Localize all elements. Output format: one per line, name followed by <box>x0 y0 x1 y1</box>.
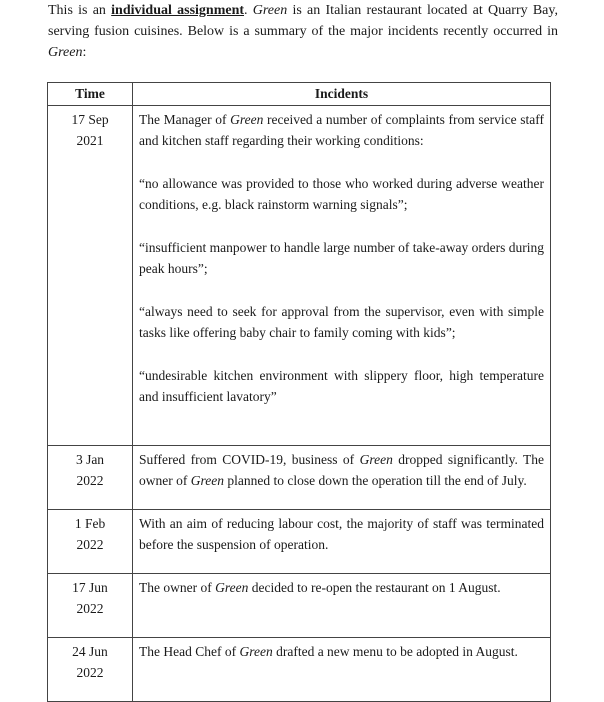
restaurant-name: Green <box>190 473 224 488</box>
incident-text: received a number of complaints from service staff and kitchen staff regarding their working conditions: <box>139 112 544 148</box>
date-cell <box>48 510 133 574</box>
date-cell <box>48 638 133 702</box>
complaint-quote: “no allowance was provided to those who worked during adverse weather conditions, e.g. black rainstorm warning signals”; <box>139 176 544 212</box>
intro-paragraph <box>48 0 558 63</box>
assignment-type-emphasis: individual assignment <box>111 3 245 18</box>
intro-text <box>48 0 558 63</box>
incident-text: The Head Chef of <box>139 644 240 659</box>
intro-body: is an Italian restaurant located at Quarry Bay, serving fusion cuisines. Below is a summary of the major incidents recently occurred in <box>48 3 558 39</box>
date-day-month: 3 Jan <box>75 452 105 467</box>
complaint-quote: “insufficient manpower to handle large number of take-away orders during peak hours”; <box>139 240 544 276</box>
incident-paragraph <box>139 109 544 151</box>
restaurant-name: Green <box>252 3 288 18</box>
table-row <box>48 510 551 574</box>
table-row <box>48 574 551 638</box>
intro-punct: . <box>244 3 253 18</box>
incidents-table <box>47 82 551 702</box>
incident-text: The Manager of <box>139 112 231 127</box>
incident-cell: With an aim of reducing labour cost, the majority of staff was terminated before the suspension of operation. <box>133 510 551 574</box>
table-row <box>48 106 551 446</box>
date-cell <box>48 446 133 510</box>
date-cell <box>48 574 133 638</box>
date-cell <box>48 106 133 446</box>
incident-text: Suffered from COVID-19, business of <box>139 452 360 467</box>
complaint-quote: “undesirable kitchen environment with slippery floor, high temperature and insufficient lavatory” <box>139 368 544 404</box>
date-day-month: 17 Jun <box>72 580 108 595</box>
incident-text: planned to close down the operation till the end of July. <box>223 473 527 488</box>
table-header-row <box>48 83 551 106</box>
incident-cell <box>133 106 551 446</box>
intro-colon: : <box>82 45 87 60</box>
restaurant-name: Green <box>48 45 83 60</box>
table-row <box>48 638 551 702</box>
incident-text: dropped significantly. The owner of <box>139 452 544 488</box>
incident-text: decided to re-open the restaurant on 1 August. <box>248 580 501 595</box>
incident-text: drafted a new menu to be adopted in August. <box>272 644 518 659</box>
incident-cell <box>133 574 551 638</box>
date-year: 2022 <box>76 537 104 552</box>
restaurant-name: Green <box>239 644 273 659</box>
restaurant-name: Green <box>359 452 393 467</box>
date-day-month: 24 Jun <box>72 644 108 659</box>
time-column-header: Time <box>48 83 133 106</box>
restaurant-name: Green <box>215 580 249 595</box>
date-year: 2022 <box>76 601 104 616</box>
restaurant-name: Green <box>230 112 264 127</box>
date-day-month: 17 Sep <box>71 112 109 127</box>
complaint-quote: “always need to seek for approval from the supervisor, even with simple tasks like offering baby chair to family coming with kids”; <box>139 304 544 340</box>
date-year: 2021 <box>76 133 104 148</box>
table-row <box>48 446 551 510</box>
incident-cell <box>133 638 551 702</box>
incident-text: The owner of <box>139 580 216 595</box>
date-day-month: 1 Feb <box>74 516 106 531</box>
intro-lead: This is an <box>48 3 112 18</box>
date-year: 2022 <box>76 473 104 488</box>
incidents-column-header: Incidents <box>133 83 551 106</box>
date-year: 2022 <box>76 665 104 680</box>
incident-cell <box>133 446 551 510</box>
